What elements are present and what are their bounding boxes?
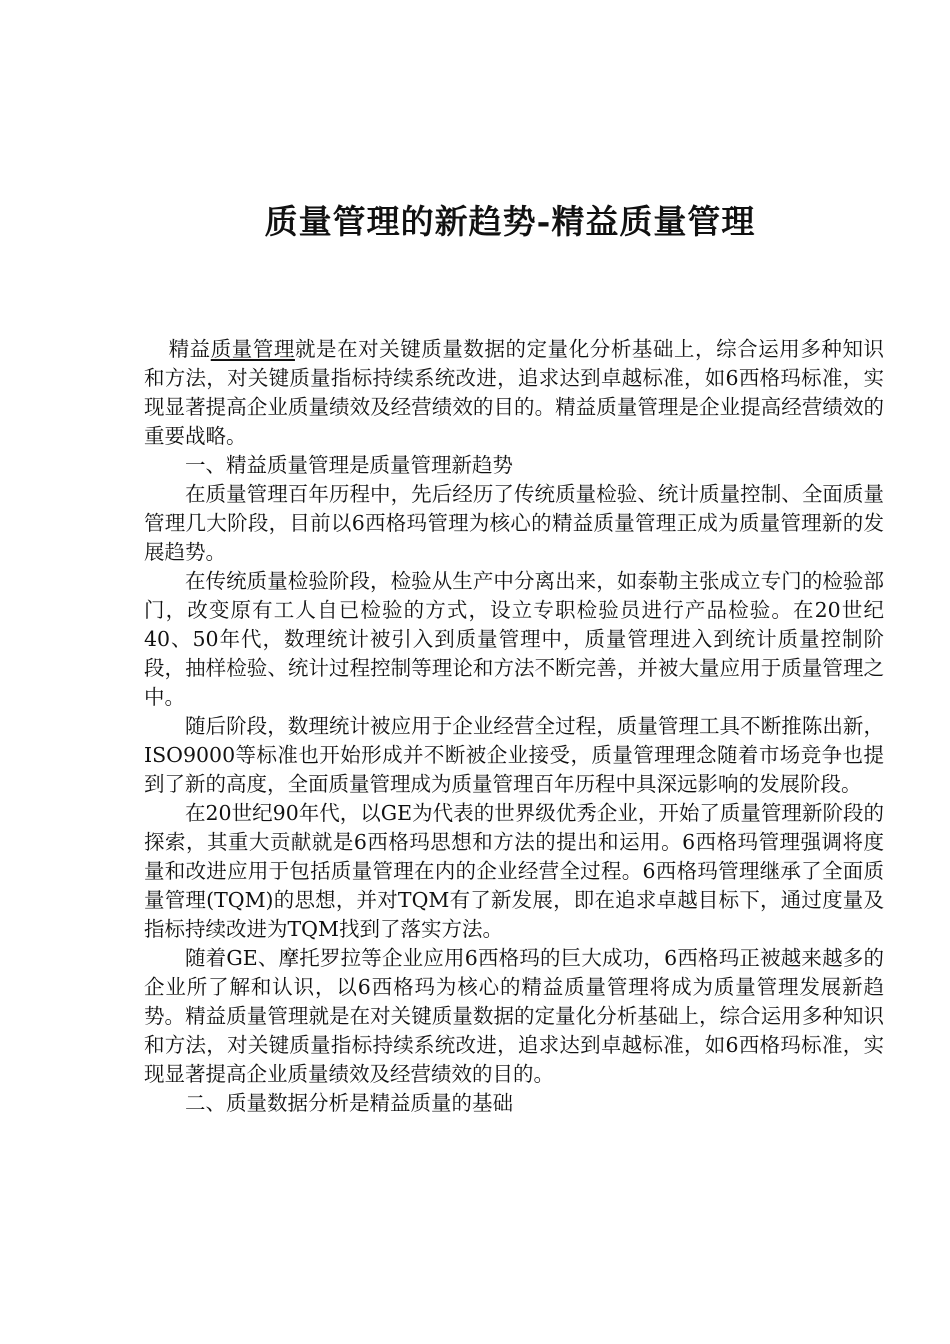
intro-paragraph xyxy=(144,335,884,451)
section-heading-2: 二、质量数据分析是精益质量的基础 xyxy=(185,1091,513,1115)
paragraph: 随后阶段，数理统计被应用于企业经营全过程，质量管理工具不断推陈出新，ISO9000等标准也开始形成并不断被企业接受，质量管理理念随着市场竞争也提到了新的高度，全面质量管理成为质量管理百年历程中具深远影响的发展阶段。 xyxy=(144,714,884,796)
document-body xyxy=(144,335,884,1118)
paragraph: 在传统质量检验阶段，检验从生产中分离出来，如泰勒主张成立专门的检验部门，改变原有工人自已检验的方式，设立专职检验员进行产品检验。在20世纪40、50年代，数理统计被引入到质量管理中，质量管理进入到统计质量控制阶段，抽样检验、统计过程控制等理论和方法不断完善，并被大量应用于质量管理之中。 xyxy=(144,569,884,709)
document-title: 质量管理的新趋势-精益质量管理 xyxy=(264,202,756,241)
paragraph: 在20世纪90年代，以GE为代表的世界级优秀企业，开始了质量管理新阶段的探索，其重大贡献就是6西格玛思想和方法的提出和运用。6西格玛管理强调将度量和改进应用于包括质量管理在内的企业经营全过程。6西格玛管理继承了全面质量管理(TQM)的思想，并对TQM有了新发展，即在追求卓越目标下，通过度量及指标持续改进为TQM找到了落实方法。 xyxy=(144,801,884,941)
intro-prefix: 精益 xyxy=(168,337,211,361)
paragraph: 在质量管理百年历程中，先后经历了传统质量检验、统计质量控制、全面质量管理几大阶段，目前以6西格玛管理为核心的精益质量管理正成为质量管理新的发展趋势。 xyxy=(144,482,884,564)
quality-management-link[interactable]: 质量管理 xyxy=(210,337,295,361)
intro-suffix: 就是在对关键质量数据的定量化分析基础上，综合运用多种知识和方法，对关键质量指标持续系统改进，追求达到卓越标准，如6西格玛标准，实现显著提高企业质量绩效及经营绩效的目的。精益质量管理是企业提高经营绩效的重要战略。 xyxy=(144,337,885,448)
section-heading-1: 一、精益质量管理是质量管理新趋势 xyxy=(185,453,513,477)
paragraph: 随着GE、摩托罗拉等企业应用6西格玛的巨大成功，6西格玛正被越来越多的企业所了解和认识，以6西格玛为核心的精益质量管理将成为质量管理发展新趋势。精益质量管理就是在对关键质量数据的定量化分析基础上，综合运用多种知识和方法，对关键质量指标持续系统改进，追求达到卓越标准，如6西格玛标准，实现显著提高企业质量绩效及经营绩效的目的。 xyxy=(144,946,884,1086)
